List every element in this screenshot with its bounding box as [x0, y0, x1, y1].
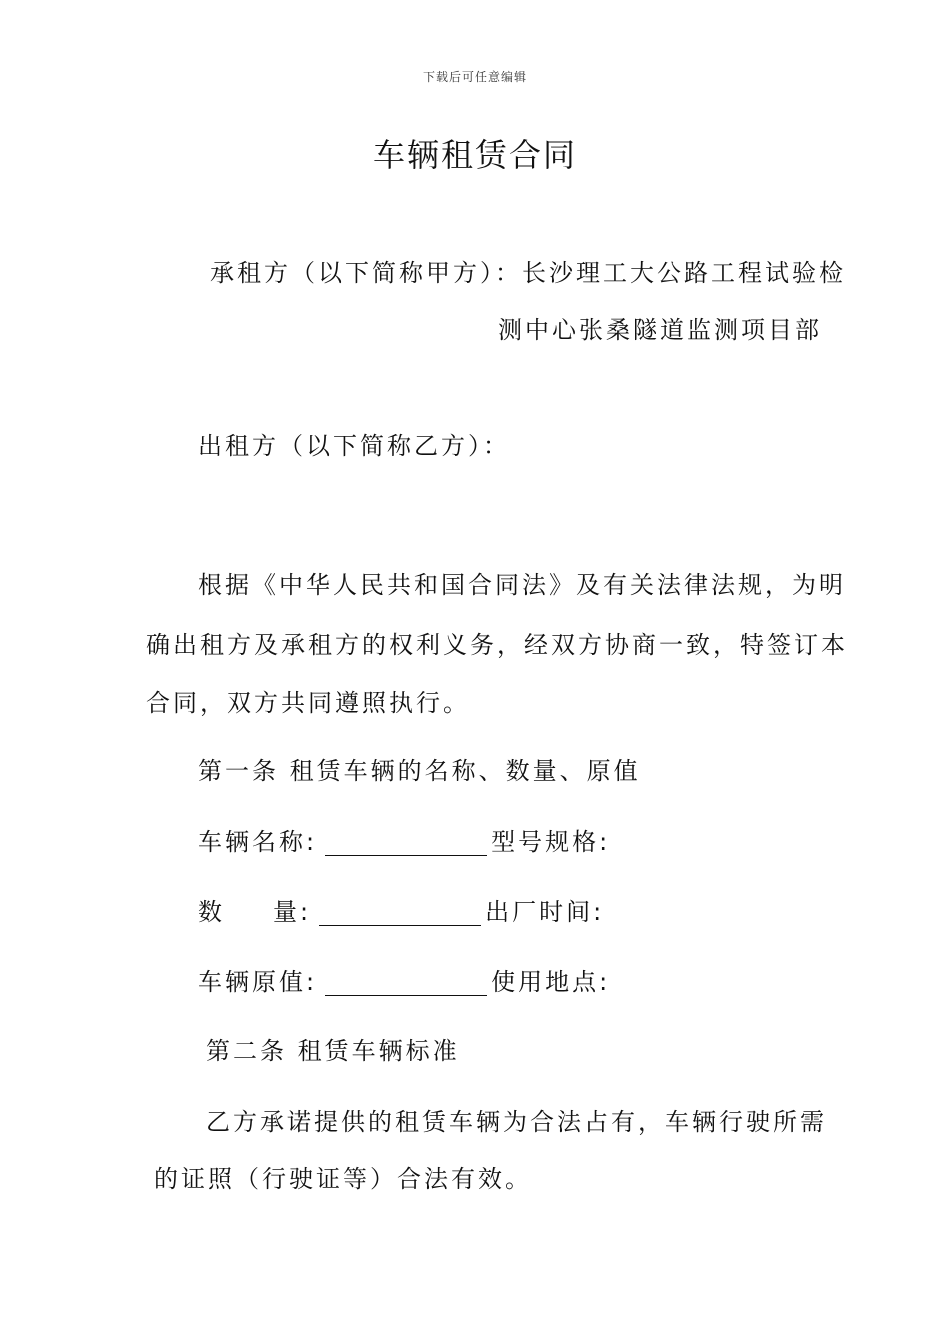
article-2-heading: 第二条 租赁车辆标准	[206, 1037, 460, 1065]
party-a-line-1: 承租方（以下简称甲方）：长沙理工大公路工程试验检	[210, 259, 846, 287]
blank-quantity[interactable]	[319, 901, 481, 926]
header-note: 下载后可任意编辑	[422, 70, 527, 84]
field-label-model-spec: 型号规格:	[491, 828, 611, 856]
field-label-use-location: 使用地点:	[491, 968, 611, 996]
document-title: 车辆租赁合同	[372, 136, 577, 174]
article-2-line-2: 的证照（行驶证等）合法有效。	[154, 1165, 532, 1193]
field-label-factory-date: 出厂时间:	[485, 898, 605, 926]
article-2-line-1: 乙方承诺提供的租赁车辆为合法占有，车辆行驶所需	[206, 1108, 827, 1136]
field-label-quantity-b: 量:	[273, 898, 312, 926]
field-label-vehicle-value: 车辆原值:	[198, 968, 318, 996]
field-row-quantity	[198, 896, 604, 928]
preamble-line-2: 确出租方及承租方的权利义务，经双方协商一致，特签订本	[146, 631, 848, 659]
field-row-vehicle-value	[198, 966, 610, 998]
field-label-quantity-a: 数	[198, 898, 225, 926]
blank-vehicle-name[interactable]	[325, 831, 487, 856]
party-a-line-2: 测中心张桑隧道监测项目部	[498, 316, 822, 344]
field-row-vehicle-name	[198, 826, 610, 858]
article-1-heading: 第一条 租赁车辆的名称、数量、原值	[198, 757, 641, 785]
blank-vehicle-value[interactable]	[325, 971, 487, 996]
preamble-line-3: 合同，双方共同遵照执行。	[146, 689, 470, 717]
party-b-label: 出租方（以下简称乙方）：	[198, 432, 510, 460]
field-label-vehicle-name: 车辆名称:	[198, 828, 318, 856]
preamble-line-1: 根据《中华人民共和国合同法》及有关法律法规，为明	[198, 571, 846, 599]
